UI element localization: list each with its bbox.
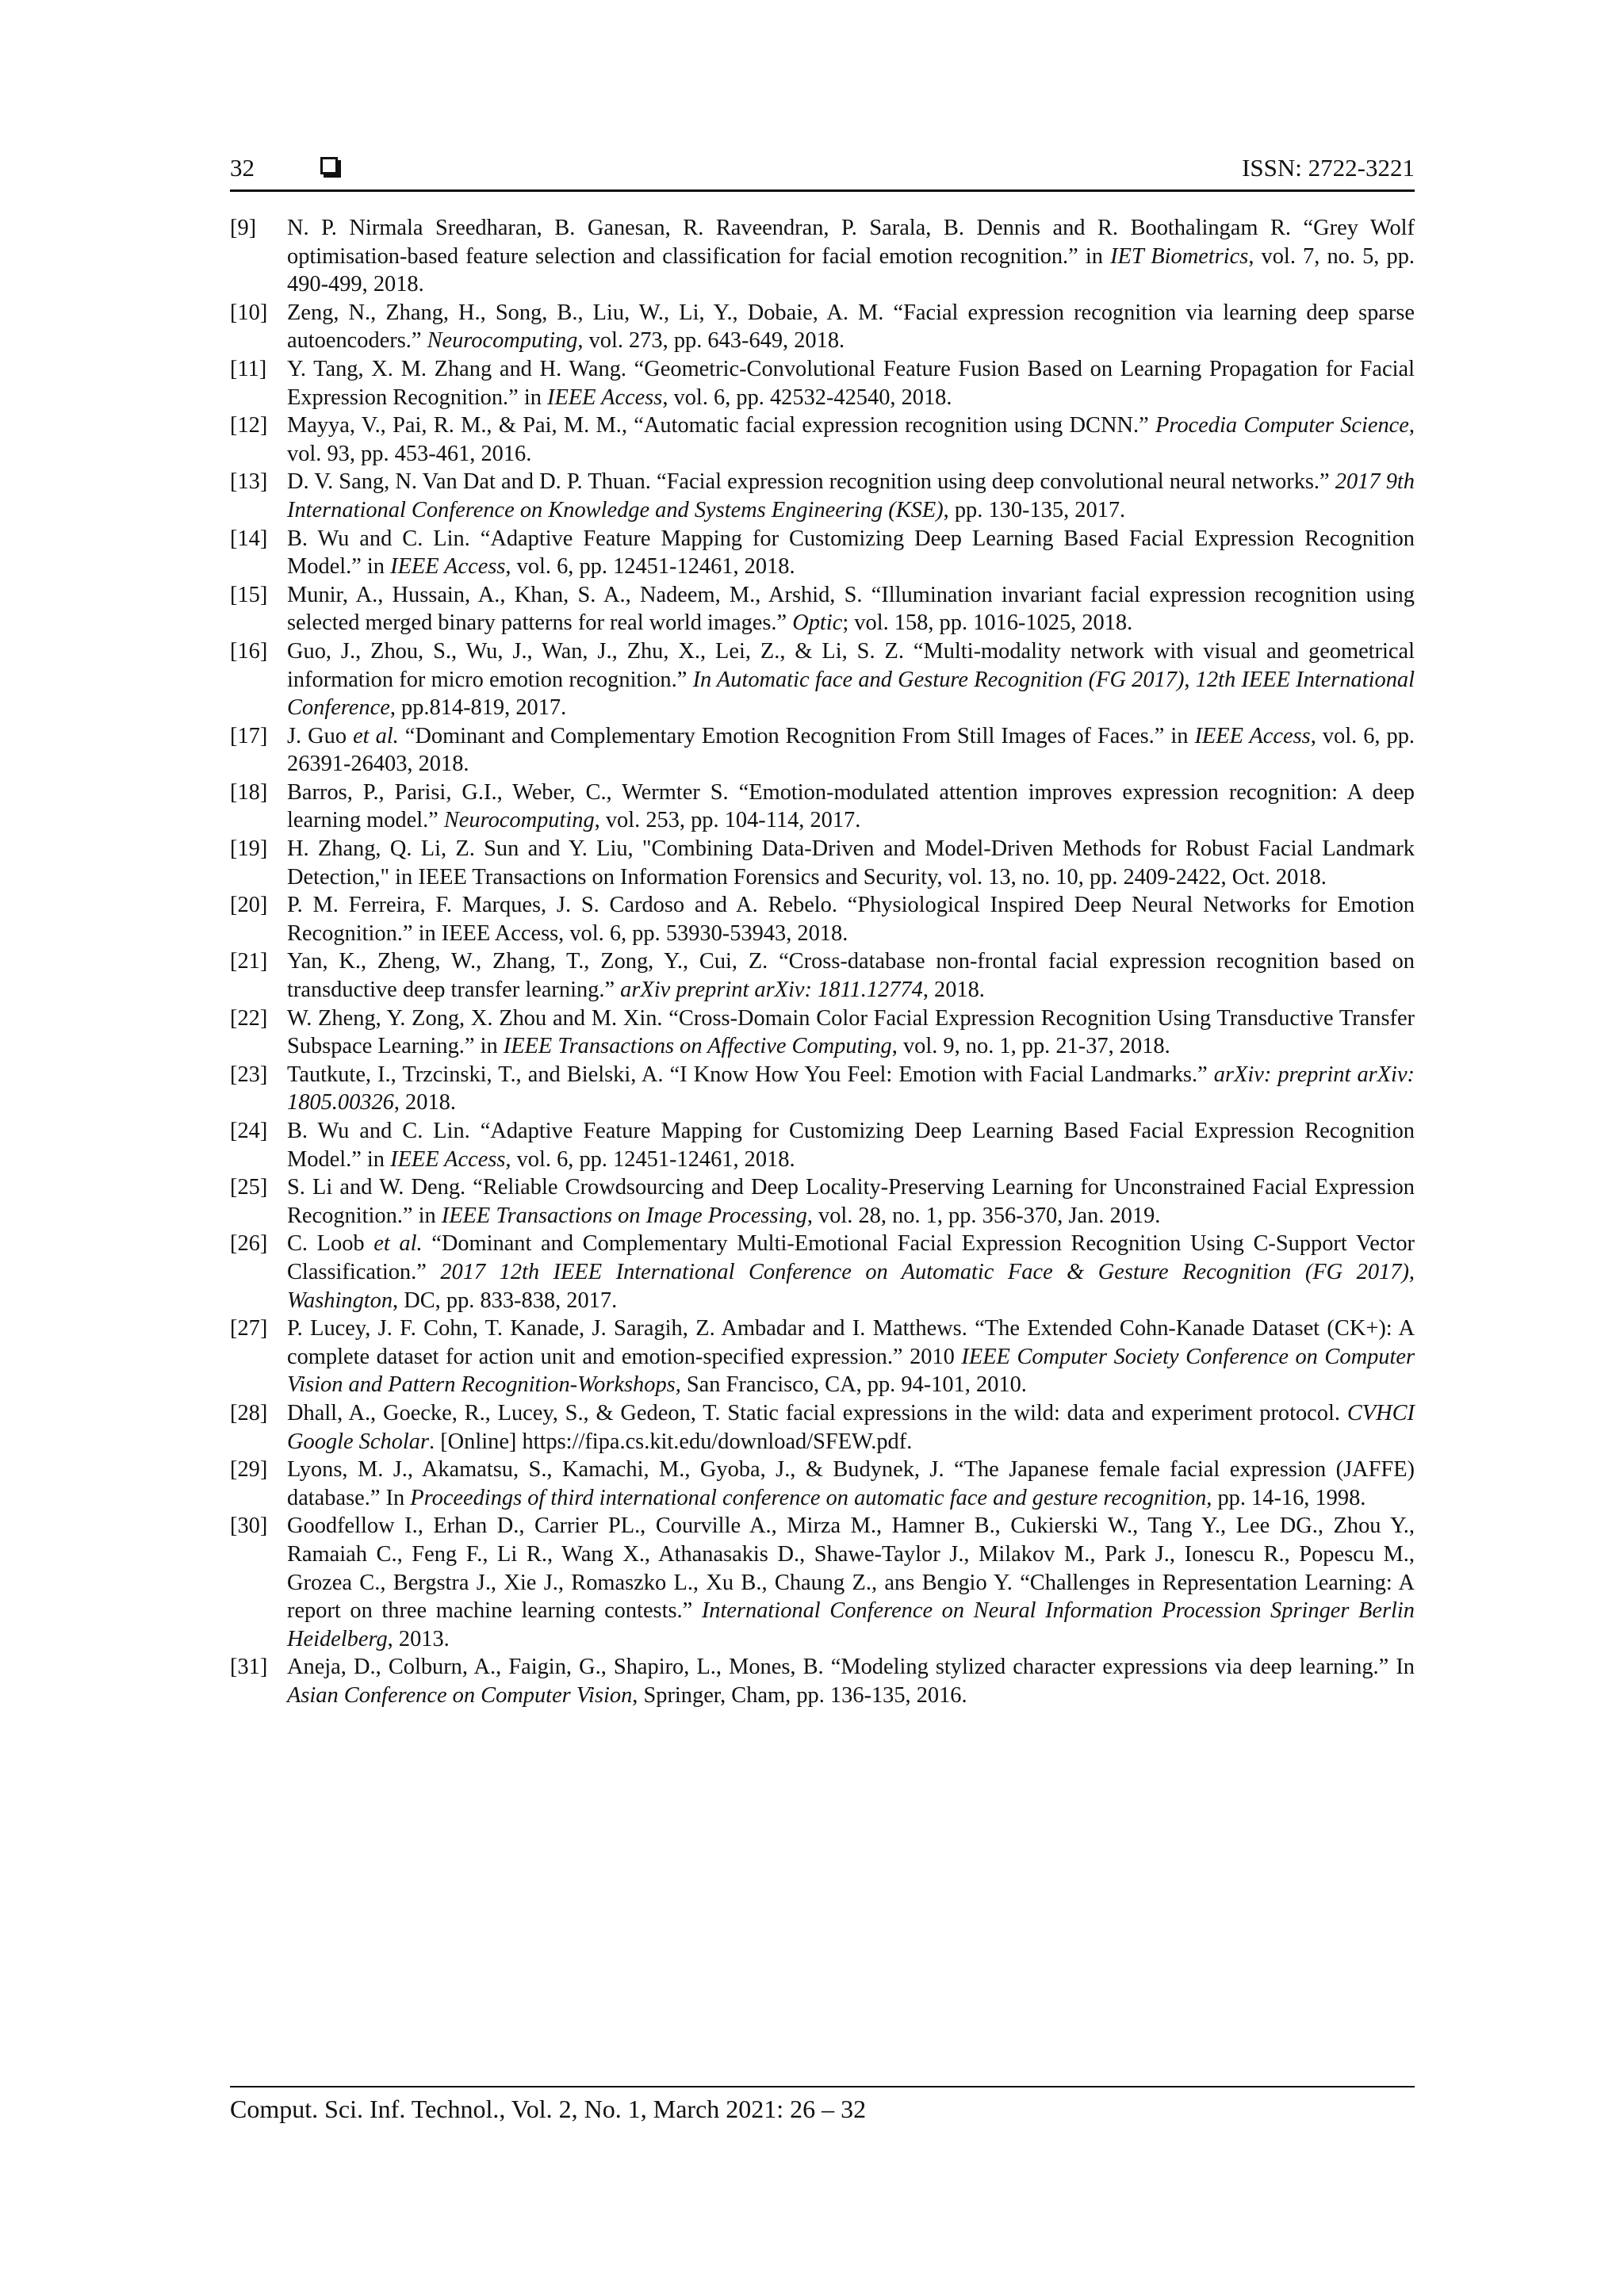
reference-text: Lyons, M. J., Akamatsu, S., Kamachi, M., Gyoba, J., & Budynek, J. “The Japanese female facial expression (JAFFE) database.” In Proceedings of third international conference on automatic face and gesture recognition, pp. 14-16, 1998. xyxy=(287,1457,1415,1510)
reference-text: H. Zhang, Q. Li, Z. Sun and Y. Liu, "Combining Data-Driven and Model-Driven Methods for Robust Facial Landmark Detection," in IEEE Transactions on Information Forensics and Security, vol. 13, no. 10, pp. 2409-2422, Oct. 2018. xyxy=(287,836,1415,890)
reference-number: [15] xyxy=(230,582,268,607)
footer-rule xyxy=(230,2086,1415,2087)
reference-number: [17] xyxy=(230,723,268,748)
reference-number: [25] xyxy=(230,1175,268,1200)
reference-text: Goodfellow I., Erhan D., Carrier PL., Courville A., Mirza M., Hamner B., Cukierski W., Tang Y., Lee DG., Zhou Y., Ramaiah C., Feng F., Li R., Wang X., Athanasakis D., Shawe-Taylor J., Milakov M., Park J., Ionescu R., Popescu M., Grozea C., Bergstra J., Xie J., Romaszko L., Xu B., Chaung Z., ans Bengio Y. “Challenges in Representation Learning: A report on three machine learning contests.” International Conference on Neural Information Procession Springer Berlin Heidelberg, 2013. xyxy=(287,1513,1415,1651)
reference-text: Zeng, N., Zhang, H., Song, B., Liu, W., Li, Y., Dobaie, A. M. “Facial expression recognition via learning deep sparse autoencoders.” Neurocomputing, vol. 273, pp. 643-649, 2018. xyxy=(287,300,1415,354)
reference-number: [29] xyxy=(230,1457,268,1483)
reference-number: [21] xyxy=(230,949,268,974)
reference-text: Tautkute, I., Trzcinski, T., and Bielski, A. “I Know How You Feel: Emotion with Facial Landmarks.” arXiv: preprint arXiv: 1805.00326, 2018. xyxy=(287,1062,1415,1115)
reference-number: [9] xyxy=(230,216,257,240)
reference-text: Yan, K., Zheng, W., Zhang, T., Zong, Y., Cui, Z. “Cross-database non-frontal facial expression recognition based on transductive deep transfer learning.” arXiv preprint arXiv: 1811.12774, 2018. xyxy=(287,949,1415,1003)
reference-list xyxy=(230,214,1415,1709)
reference-number: [20] xyxy=(230,893,268,918)
reference-text: B. Wu and C. Lin. “Adaptive Feature Mapping for Customizing Deep Learning Based Facial Expression Recognition Model.” in IEEE Access, vol. 6, pp. 12451-12461, 2018. xyxy=(287,1119,1415,1172)
reference-text: Y. Tang, X. M. Zhang and H. Wang. “Geometric-Convolutional Feature Fusion Based on Learning Propagation for Facial Expression Recognition.” in IEEE Access, vol. 6, pp. 42532-42540, 2018. xyxy=(287,356,1415,410)
reference-item xyxy=(230,1399,1415,1456)
reference-number: [12] xyxy=(230,413,268,438)
reference-text: P. Lucey, J. F. Cohn, T. Kanade, J. Saragih, Z. Ambadar and I. Matthews. “The Extended Cohn-Kanade Dataset (CK+): A complete dataset for action unit and emotion-specified expression.” 2010 IEEE Computer Society Conference on Computer Vision and Pattern Recognition-Workshops, San Francisco, CA, pp. 94-101, 2010. xyxy=(287,1316,1415,1398)
reference-text: D. V. Sang, N. Van Dat and D. P. Thuan. “Facial expression recognition using deep convolutional neural networks.” 2017 9th International Conference on Knowledge and Systems Engineering (KSE), pp. 130-135, 2017. xyxy=(287,469,1415,522)
reference-text: S. Li and W. Deng. “Reliable Crowdsourcing and Deep Locality-Preserving Learning for Unconstrained Facial Expression Recognition.” in IEEE Transactions on Image Processing, vol. 28, no. 1, pp. 356-370, Jan. 2019. xyxy=(287,1175,1415,1228)
reference-item xyxy=(230,299,1415,355)
page-header xyxy=(230,152,1415,192)
reference-item xyxy=(230,835,1415,891)
reference-item xyxy=(230,637,1415,722)
reference-text: C. Loob et al. “Dominant and Complementary Multi-Emotional Facial Expression Recognition Using C-Support Vector Classification.” 2017 12th IEEE International Conference on Automatic Face & Gesture Recognition (FG 2017), Washington, DC, pp. 833-838, 2017. xyxy=(287,1231,1415,1313)
reference-item xyxy=(230,947,1415,1004)
reference-text: Munir, A., Hussain, A., Khan, S. A., Nadeem, M., Arshid, S. “Illumination invariant facial expression recognition using selected merged binary patterns for real world images.” Optic; vol. 158, pp. 1016-1025, 2018. xyxy=(287,582,1415,636)
reference-item xyxy=(230,525,1415,581)
reference-text: B. Wu and C. Lin. “Adaptive Feature Mapping for Customizing Deep Learning Based Facial Expression Recognition Model.” in IEEE Access, vol. 6, pp. 12451-12461, 2018. xyxy=(287,526,1415,580)
header-rule xyxy=(230,189,1415,192)
reference-number: [23] xyxy=(230,1062,268,1087)
issn: ISSN: 2722-3221 xyxy=(1242,154,1415,182)
reference-item xyxy=(230,722,1415,779)
reference-number: [28] xyxy=(230,1400,268,1425)
reference-item xyxy=(230,1653,1415,1709)
reference-number: [10] xyxy=(230,300,268,325)
reference-text: Mayya, V., Pai, R. M., & Pai, M. M., “Automatic facial expression recognition using DCNN.” Procedia Computer Science, vol. 93, pp. 453-461, 2016. xyxy=(287,413,1415,466)
reference-item xyxy=(230,1173,1415,1230)
reference-text: Aneja, D., Colburn, A., Faigin, G., Shapiro, L., Mones, B. “Modeling stylized character expressions via deep learning.” In Asian Conference on Computer Vision, Springer, Cham, pp. 136-135, 2016. xyxy=(287,1655,1415,1708)
reference-item xyxy=(230,1314,1415,1399)
page-number: 32 xyxy=(230,154,255,182)
reference-item xyxy=(230,581,1415,637)
reference-text: Dhall, A., Goecke, R., Lucey, S., & Gedeon, T. Static facial expressions in the wild: data and experiment protocol. CVHCI Google Scholar. [Online] https://fipa.cs.kit.edu/download/SFEW.pdf. xyxy=(287,1400,1415,1454)
reference-item xyxy=(230,1004,1415,1061)
reference-item xyxy=(230,411,1415,468)
reference-number: [13] xyxy=(230,469,268,495)
reference-item xyxy=(230,468,1415,524)
reference-number: [26] xyxy=(230,1231,268,1257)
reference-item xyxy=(230,1512,1415,1653)
footer-citation: Comput. Sci. Inf. Technol., Vol. 2, No. 1, March 2021: 26 – 32 xyxy=(230,2095,867,2123)
reference-item xyxy=(230,891,1415,947)
reference-number: [11] xyxy=(230,356,267,381)
reference-number: [16] xyxy=(230,638,268,664)
reference-item xyxy=(230,214,1415,299)
reference-number: [22] xyxy=(230,1005,268,1031)
reference-item xyxy=(230,1061,1415,1117)
reference-number: [31] xyxy=(230,1655,268,1680)
reference-number: [30] xyxy=(230,1513,268,1539)
reference-text: W. Zheng, Y. Zong, X. Zhou and M. Xin. “Cross-Domain Color Facial Expression Recognition Using Transductive Transfer Subspace Learning.” in IEEE Transactions on Affective Computing, vol. 9, no. 1, pp. 21-37, 2018. xyxy=(287,1005,1415,1059)
reference-text: Barros, P., Parisi, G.I., Weber, C., Wermter S. “Emotion-modulated attention improves expression recognition: A deep learning model.” Neurocomputing, vol. 253, pp. 104-114, 2017. xyxy=(287,779,1415,833)
square-icon xyxy=(320,157,338,174)
reference-text: N. P. Nirmala Sreedharan, B. Ganesan, R. Raveendran, P. Sarala, B. Dennis and R. Boothalingam R. “Grey Wolf optimisation-based feature selection and classification for facial emotion recognition.” in IET Biometrics, vol. 7, no. 5, pp. 490-499, 2018. xyxy=(287,216,1415,297)
reference-number: [19] xyxy=(230,836,268,862)
reference-item xyxy=(230,1456,1415,1512)
reference-text: P. M. Ferreira, F. Marques, J. S. Cardoso and A. Rebelo. “Physiological Inspired Deep Neural Networks for Emotion Recognition.” in IEEE Access, vol. 6, pp. 53930-53943, 2018. xyxy=(287,893,1415,946)
reference-item xyxy=(230,1117,1415,1173)
reference-item xyxy=(230,355,1415,411)
reference-item xyxy=(230,779,1415,835)
reference-item xyxy=(230,1230,1415,1314)
reference-number: [14] xyxy=(230,526,268,551)
reference-number: [27] xyxy=(230,1316,268,1341)
reference-number: [18] xyxy=(230,779,268,805)
reference-number: [24] xyxy=(230,1119,268,1143)
reference-text: Guo, J., Zhou, S., Wu, J., Wan, J., Zhu, X., Lei, Z., & Li, S. Z. “Multi-modality network with visual and geometrical information for micro emotion recognition.” In Automatic face and Gesture Recognition (FG 2017), 12th IEEE International Conference, pp.814-819, 2017. xyxy=(287,638,1415,721)
reference-text: J. Guo et al. “Dominant and Complementary Emotion Recognition From Still Images of Faces.” in IEEE Access, vol. 6, pp. 26391-26403, 2018. xyxy=(287,723,1415,777)
